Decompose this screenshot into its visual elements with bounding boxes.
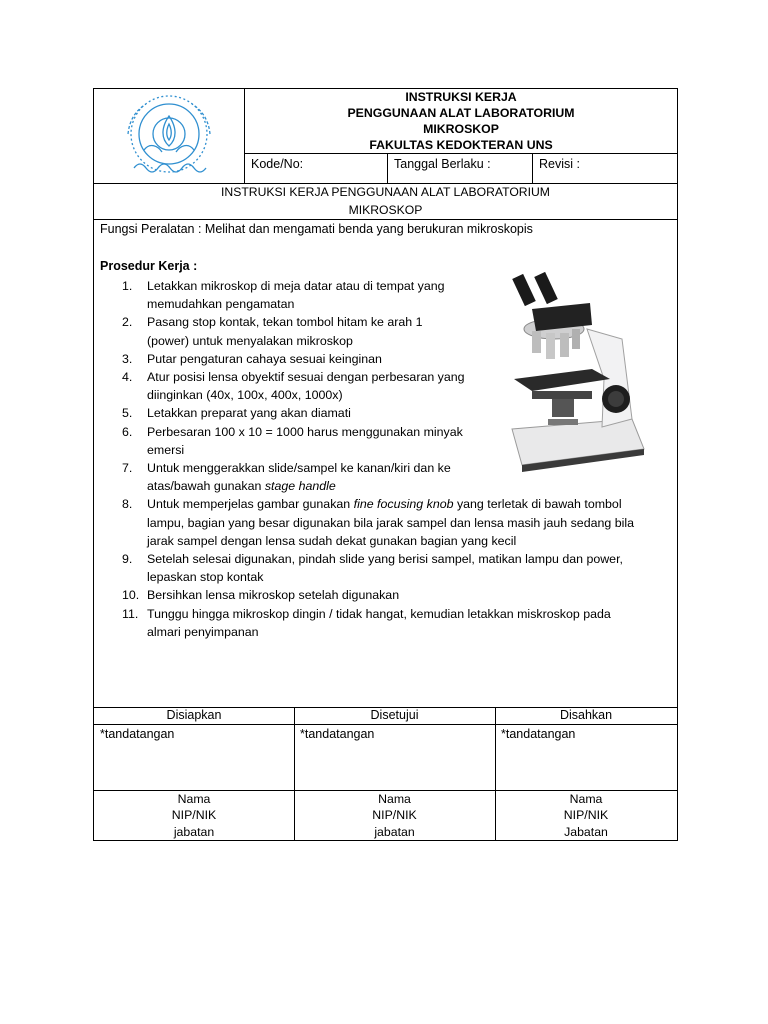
document	[93, 88, 678, 840]
logo-cell	[94, 89, 245, 183]
revisi-field: Revisi :	[539, 157, 580, 171]
document-title	[245, 89, 677, 153]
uns-university-logo-icon	[114, 94, 224, 180]
microscope-photo	[492, 269, 654, 479]
signer-info: Nama NIP/NIK Jabatan	[495, 790, 677, 841]
list-item: 4. Atur posisi lensa obyektif sesuai dengan perbesaran yang diinginkan (40x, 100x, 400x, 1000x)	[122, 370, 465, 403]
header-table	[93, 88, 678, 184]
title-line: PENGGUNAAN ALAT LABORATORIUM	[347, 106, 575, 120]
list-item: 8. Untuk memperjelas gambar gunakan fine focusing knob yang terletak di bawah tombol lampu, bagian yang besar digunakan bila jarak sampel dan lensa masih jauh sedang bila jarak sampel dengan lensa sudah dekat gunakan bagian yang kecil	[122, 497, 634, 548]
column-header: Disiapkan	[94, 707, 294, 725]
signature-placeholder: *tandatangan	[100, 727, 175, 741]
signature-placeholder: *tandatangan	[300, 727, 375, 741]
list-item: 1. Letakkan mikroskop di meja datar atau di tempat yang memudahkan pengamatan	[122, 279, 445, 312]
list-item: 5. Letakkan preparat yang akan diamati	[122, 406, 351, 421]
signature-column	[294, 707, 496, 840]
kode-field: Kode/No:	[245, 154, 388, 184]
list-item: 9. Setelah selesai digunakan, pindah slide yang berisi sampel, matikan lampu dan power, lepaskan stop kontak	[122, 552, 623, 585]
title-line: INSTRUKSI KERJA	[405, 90, 517, 104]
list-item: 3. Putar pengaturan cahaya sesuai keinginan	[122, 351, 382, 366]
section-title	[93, 183, 678, 220]
list-item: 11. Tunggu hingga mikroskop dingin / tidak hangat, kemudian letakkan miskroskop pada almari penyimpanan	[122, 606, 611, 639]
column-header: Disetujui	[294, 707, 495, 725]
signature-table	[93, 707, 678, 841]
equipment-function: Fungsi Peralatan : Melihat dan mengamati benda yang berukuran mikroskopis	[100, 222, 533, 236]
meta-row	[245, 153, 677, 184]
list-item: 2. Pasang stop kontak, tekan tombol hitam ke arah 1 (power) untuk menyalakan mikroskop	[122, 315, 423, 348]
section-title-line: MIKROSKOP	[348, 203, 423, 217]
signature-column	[94, 707, 295, 840]
list-item: 7. Untuk menggerakkan slide/sampel ke kanan/kiri dan ke atas/bawah gunakan stage handle	[122, 461, 451, 494]
column-header: Disahkan	[495, 707, 677, 725]
procedure-body	[93, 219, 678, 708]
title-line: FAKULTAS KEDOKTERAN UNS	[369, 138, 553, 152]
signature-column	[495, 707, 677, 840]
section-title-line: INSTRUKSI KERJA PENGGUNAAN ALAT LABORATORIUM	[221, 185, 550, 199]
list-item: 6. Perbesaran 100 x 10 = 1000 harus menggunakan minyak emersi	[122, 424, 463, 457]
signature-placeholder: *tandatangan	[501, 727, 576, 741]
signer-info: Nama NIP/NIK jabatan	[94, 790, 294, 841]
procedure-title: Prosedur Kerja :	[100, 259, 198, 273]
title-line: MIKROSKOP	[423, 122, 499, 136]
signer-info: Nama NIP/NIK jabatan	[294, 790, 495, 841]
list-item: 10. Bersihkan lensa mikroskop setelah digunakan	[122, 588, 400, 603]
tanggal-field: Tanggal Berlaku :	[388, 154, 533, 184]
